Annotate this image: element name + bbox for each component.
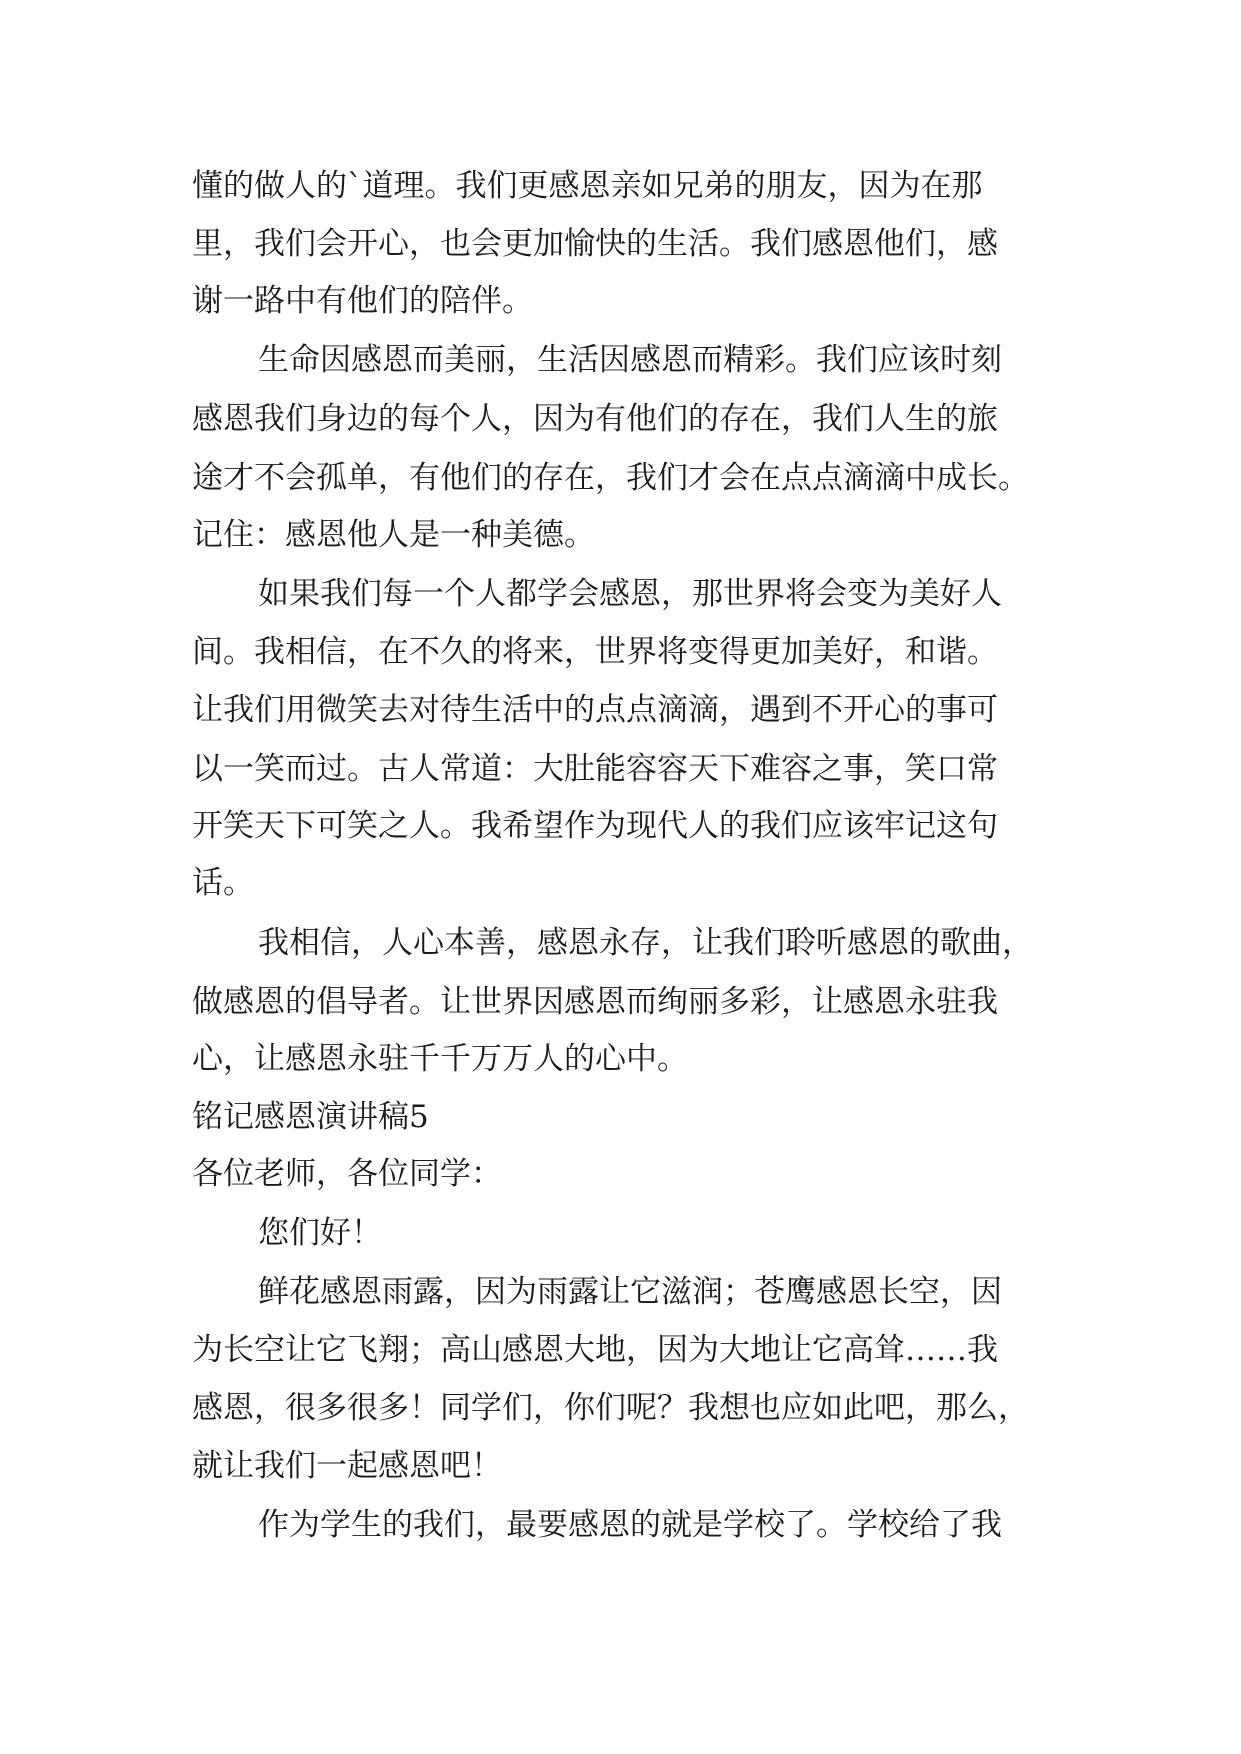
section-heading: 铭记感恩演讲稿5	[192, 1099, 429, 1135]
paragraph-line: 话。	[192, 865, 254, 901]
paragraph-line: 间。我相信，在不久的将来，世界将变得更加美好，和谐。	[192, 634, 998, 670]
paragraph-line: 途才不会孤单，有他们的存在，我们才会在点点滴滴中成长。	[192, 460, 1029, 496]
salutation: 各位老师，各位同学：	[192, 1156, 502, 1192]
paragraph-first-line: 我相信，人心本善，感恩永存，让我们聆听感恩的歌曲，	[258, 925, 1033, 961]
paragraph-first-line: 作为学生的我们，最要感恩的就是学校了。学校给了我	[258, 1507, 1002, 1543]
paragraph-line: 感恩，很多很多！同学们，你们呢？我想也应如此吧，那么，	[192, 1390, 1029, 1426]
paragraph-line: 感恩我们身边的每个人，因为有他们的存在，我们人生的旅	[192, 401, 998, 437]
paragraph-first-line: 如果我们每一个人都学会感恩，那世界将会变为美好人	[258, 576, 1002, 612]
paragraph-line: 就让我们一起感恩吧！	[192, 1448, 502, 1484]
paragraph-line: 以一笑而过。古人常道：大肚能容容天下难容之事，笑口常	[192, 751, 998, 787]
paragraph-line: 里，我们会开心，也会更加愉快的生活。我们感恩他们，感	[192, 226, 998, 262]
paragraph-line: 谢一路中有他们的陪伴。	[192, 283, 533, 319]
paragraph-line: 懂的做人的`道理。我们更感恩亲如兄弟的朋友，因为在那	[192, 168, 983, 204]
paragraph-line: 记住：感恩他人是一种美德。	[192, 517, 595, 553]
greeting: 您们好！	[258, 1215, 382, 1251]
paragraph-line: 做感恩的倡导者。让世界因感恩而绚丽多彩，让感恩永驻我	[192, 984, 998, 1020]
paragraph-line: 让我们用微笑去对待生活中的点点滴滴，遇到不开心的事可	[192, 692, 998, 728]
paragraph-first-line: 鲜花感恩雨露，因为雨露让它滋润；苍鹰感恩长空，因	[258, 1274, 1002, 1310]
paragraph-line: 开笑天下可笑之人。我希望作为现代人的我们应该牢记这句	[192, 808, 998, 844]
paragraph-line: 心，让感恩永驻千千万万人的心中。	[192, 1041, 688, 1077]
paragraph-first-line: 生命因感恩而美丽，生活因感恩而精彩。我们应该时刻	[258, 342, 1002, 378]
paragraph-line: 为长空让它飞翔；高山感恩大地，因为大地让它高耸……我	[192, 1332, 998, 1368]
